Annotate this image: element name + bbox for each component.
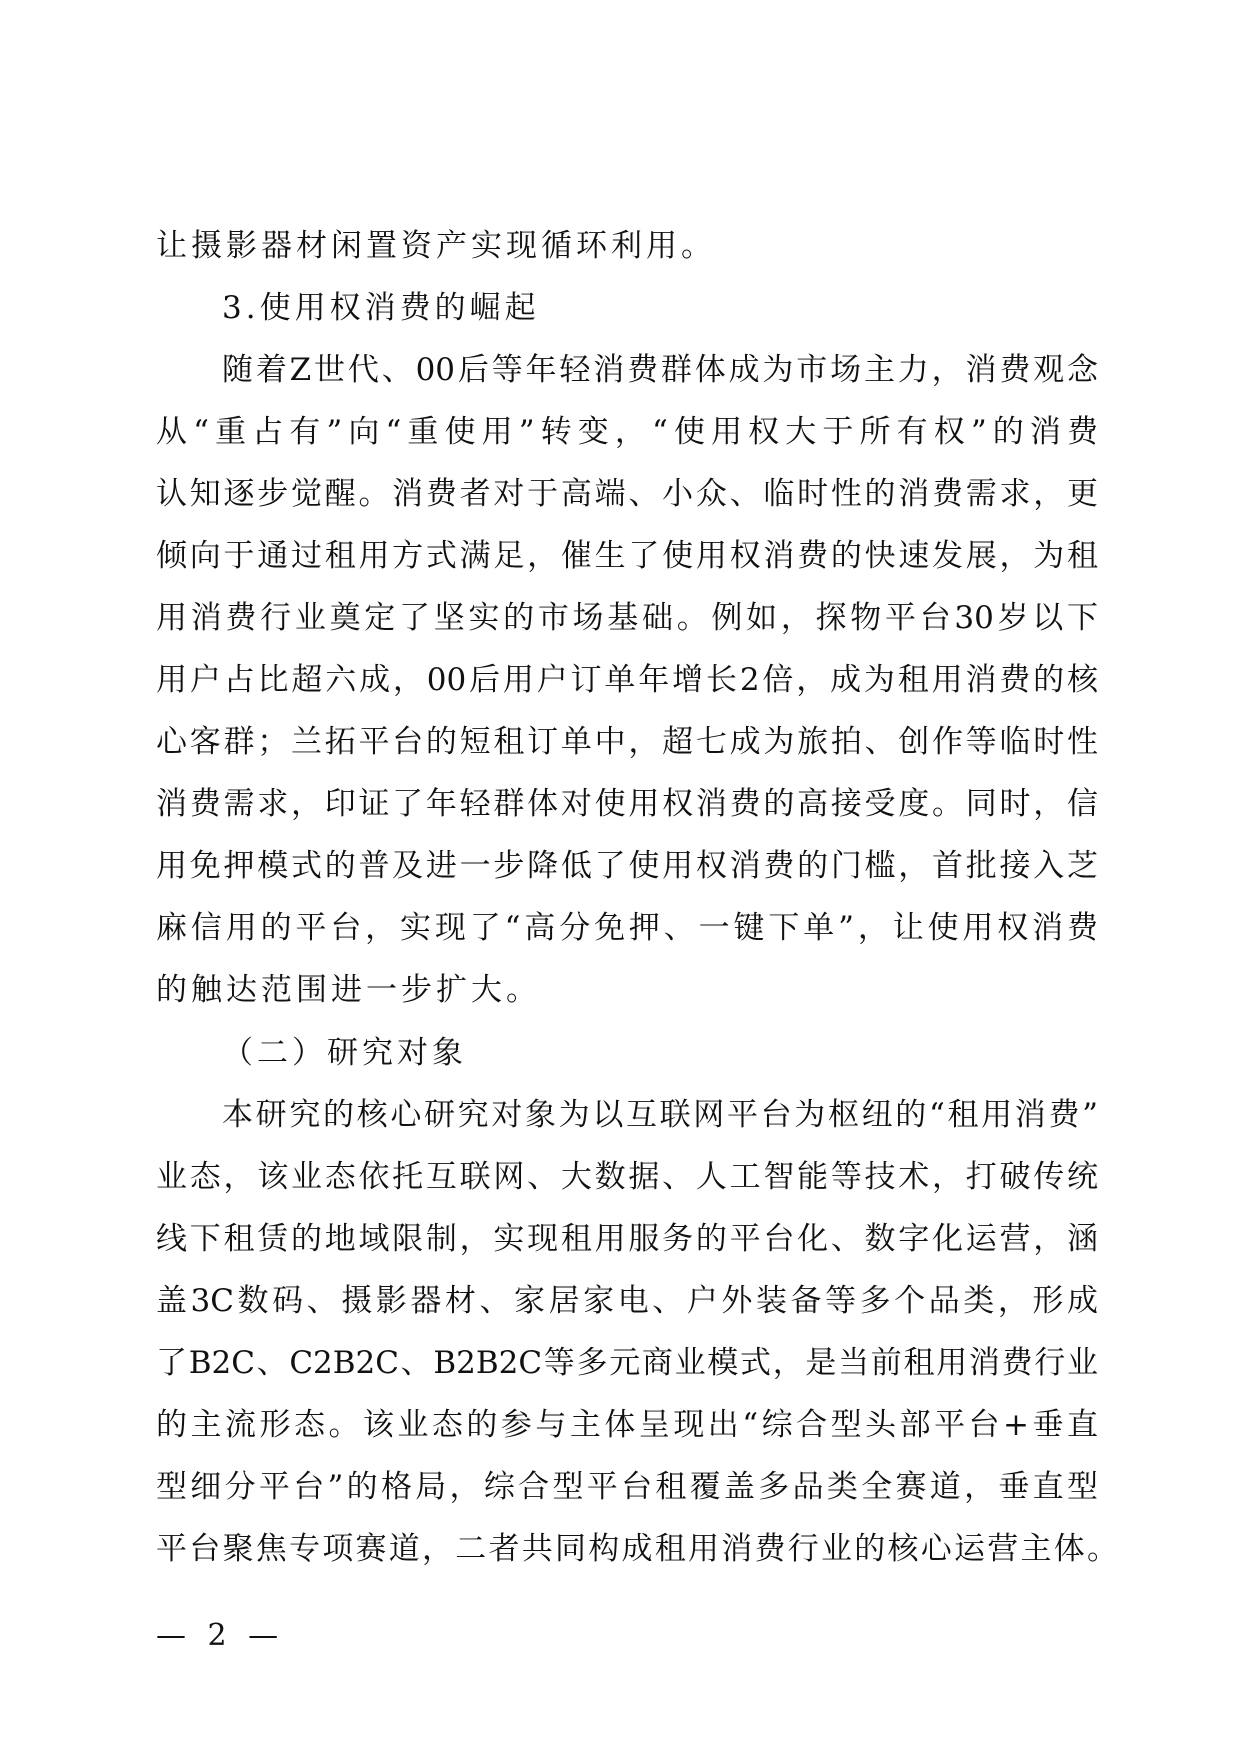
page-number: — 2 — <box>156 1618 285 1653</box>
body-text-line: 消费需求，印证了年轻群体对使用权消费的高接受度。同时，信 <box>156 786 1098 822</box>
body-text-line: 本研究的核心研究对象为以互联网平台为枢纽的“租用消费” <box>222 1097 1098 1133</box>
section-heading: （二）研究对象 <box>222 1035 467 1071</box>
body-text-line: 盖3C数码、摄影器材、家居家电、户外装备等多个品类，形成 <box>156 1283 1098 1319</box>
section-heading: 3.使用权消费的崛起 <box>222 290 540 326</box>
body-text-line: 平台聚焦专项赛道，二者共同构成租用消费行业的核心运营主体。 <box>156 1531 1118 1567</box>
body-text-line: 倾向于通过租用方式满足，催生了使用权消费的快速发展，为租 <box>156 538 1098 574</box>
body-text-line: 心客群；兰拓平台的短租订单中，超七成为旅拍、创作等临时性 <box>156 724 1098 760</box>
body-text-line: 线下租赁的地域限制，实现租用服务的平台化、数字化运营，涵 <box>156 1221 1098 1257</box>
body-text-line: 用户占比超六成，00后用户订单年增长2倍，成为租用消费的核 <box>156 662 1098 698</box>
body-text-line: 业态，该业态依托互联网、大数据、人工智能等技术，打破传统 <box>156 1159 1098 1195</box>
body-text-line: 了B2C、C2B2C、B2B2C等多元商业模式，是当前租用消费行业 <box>156 1345 1098 1381</box>
body-text-line: 型细分平台”的格局，综合型平台租覆盖多品类全赛道，垂直型 <box>156 1469 1098 1505</box>
body-text-line: 随着Z世代、00后等年轻消费群体成为市场主力，消费观念 <box>222 352 1098 388</box>
body-text-line: 的触达范围进一步扩大。 <box>156 972 541 1008</box>
body-text-line: 从“重占有”向“重使用”转变，“使用权大于所有权”的消费 <box>156 414 1098 450</box>
body-text-line: 的主流形态。该业态的参与主体呈现出“综合型头部平台+垂直 <box>156 1407 1098 1443</box>
body-text-line: 用消费行业奠定了坚实的市场基础。例如，探物平台30岁以下 <box>156 600 1098 636</box>
body-text-line: 麻信用的平台，实现了“高分免押、一键下单”，让使用权消费 <box>156 910 1098 946</box>
body-text-line: 用免押模式的普及进一步降低了使用权消费的门槛，首批接入芝 <box>156 848 1098 884</box>
body-text-line: 让摄影器材闲置资产实现循环利用。 <box>156 228 716 264</box>
body-text-line: 认知逐步觉醒。消费者对于高端、小众、临时性的消费需求，更 <box>156 476 1098 512</box>
